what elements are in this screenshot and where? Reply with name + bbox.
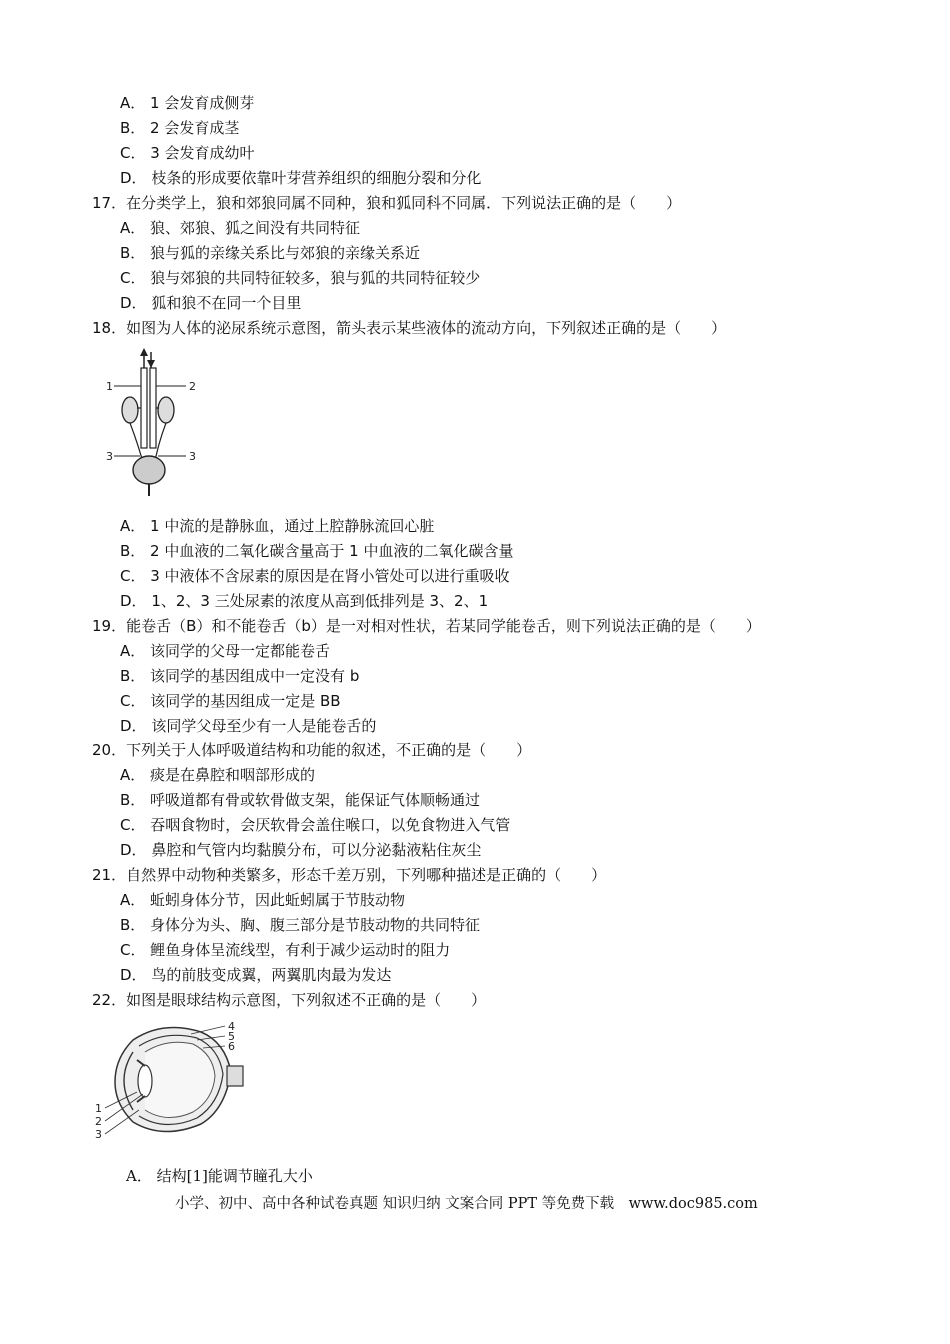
q22-label-4: 4 bbox=[228, 1022, 235, 1033]
q22-label-3: 3 bbox=[95, 1128, 102, 1141]
q18-label-3-right: 3 bbox=[189, 450, 196, 463]
q21-option-d: D． 鸟的前肢变成翼，两翼肌肉最为发达 bbox=[120, 966, 392, 984]
q17-option-c: C． 狼与郊狼的共同特征较多，狼与狐的共同特征较少 bbox=[120, 269, 481, 287]
q16-option-b: B． 2 会发育成茎 bbox=[120, 119, 240, 137]
q19-option-a: A． 该同学的父母一定都能卷舌 bbox=[120, 642, 331, 660]
page-footer: 小学、初中、高中各种试卷真题 知识归纳 文案合同 PPT 等免费下载 www.doc985.com bbox=[175, 1196, 758, 1212]
q18-option-b: B． 2 中血液的二氧化碳含量高于 1 中血液的二氧化碳含量 bbox=[120, 542, 514, 560]
q16-option-d: D． 枝条的形成要依靠叶芽营养组织的细胞分裂和分化 bbox=[120, 169, 482, 187]
q22-stem: 22．如图是眼球结构示意图，下列叙述不正确的是（ ） bbox=[92, 991, 487, 1009]
q22-label-2: 2 bbox=[95, 1115, 102, 1128]
q17-option-d: D． 狐和狼不在同一个目里 bbox=[120, 294, 302, 312]
q17-option-a: A． 狼、郊狼、狐之间没有共同特征 bbox=[120, 219, 361, 237]
q20-option-d: D． 鼻腔和气管内均黏膜分布，可以分泌黏液粘住灰尘 bbox=[120, 841, 482, 859]
q21-option-a: A． 蚯蚓身体分节，因此蚯蚓属于节肢动物 bbox=[120, 891, 406, 909]
q18-label-3-left: 3 bbox=[106, 450, 113, 463]
q20-stem: 20．下列关于人体呼吸道结构和功能的叙述，不正确的是（ ） bbox=[92, 741, 532, 759]
eyeball-figure bbox=[93, 1022, 248, 1142]
q22-label-6: 6 bbox=[228, 1040, 235, 1053]
q16-option-a: A． 1 会发育成侧芽 bbox=[120, 94, 255, 112]
q21-option-b: B． 身体分为头、胸、腹三部分是节肢动物的共同特征 bbox=[120, 916, 481, 934]
q19-option-b: B． 该同学的基因组成中一定没有 b bbox=[120, 667, 360, 685]
q19-option-c: C． 该同学的基因组成一定是 BB bbox=[120, 692, 341, 710]
q20-option-b: B． 呼吸道都有骨或软骨做支架，能保证气体顺畅通过 bbox=[120, 791, 481, 809]
q18-option-a: A． 1 中流的是静脉血，通过上腔静脉流回心脏 bbox=[120, 517, 435, 535]
q18-stem: 18．如图为人体的泌尿系统示意图，箭头表示某些液体的流动方向，下列叙述正确的是（ ） bbox=[92, 319, 727, 337]
q18-option-d: D． 1、2、3 三处尿素的浓度从高到低排列是 3、2、1 bbox=[120, 592, 489, 610]
q21-option-c: C． 鲤鱼身体呈流线型，有利于减少运动时的阻力 bbox=[120, 941, 451, 959]
q19-option-d: D． 该同学父母至少有一人是能卷舌的 bbox=[120, 717, 377, 735]
q22-label-1: 1 bbox=[95, 1102, 102, 1115]
q20-option-a: A． 痰是在鼻腔和咽部形成的 bbox=[120, 766, 316, 784]
q17-option-b: B． 狼与狐的亲缘关系比与郊狼的亲缘关系近 bbox=[120, 244, 421, 262]
q18-option-c: C． 3 中液体不含尿素的原因是在肾小管处可以进行重吸收 bbox=[120, 567, 510, 585]
q21-stem: 21．自然界中动物种类繁多，形态千差万别，下列哪种描述是正确的（ ） bbox=[92, 866, 607, 884]
q19-stem: 19．能卷舌（B）和不能卷舌（b）是一对相对性状，若某同学能卷舌，则下列说法正确的是（ ） bbox=[92, 617, 761, 635]
q18-label-1: 1 bbox=[106, 380, 113, 393]
q22-option-a: A． 结构[1]能调节瞳孔大小 bbox=[126, 1167, 313, 1185]
q22-label-5: 5 bbox=[228, 1030, 235, 1043]
urinary-system-figure bbox=[100, 346, 210, 498]
q17-stem: 17．在分类学上，狼和郊狼同属不同种，狼和狐同科不同属．下列说法正确的是（ ） bbox=[92, 194, 682, 212]
q20-option-c: C． 吞咽食物时，会厌软骨会盖住喉口，以免食物进入气管 bbox=[120, 816, 511, 834]
q18-label-2: 2 bbox=[189, 380, 196, 393]
q16-option-c: C． 3 会发育成幼叶 bbox=[120, 144, 255, 162]
